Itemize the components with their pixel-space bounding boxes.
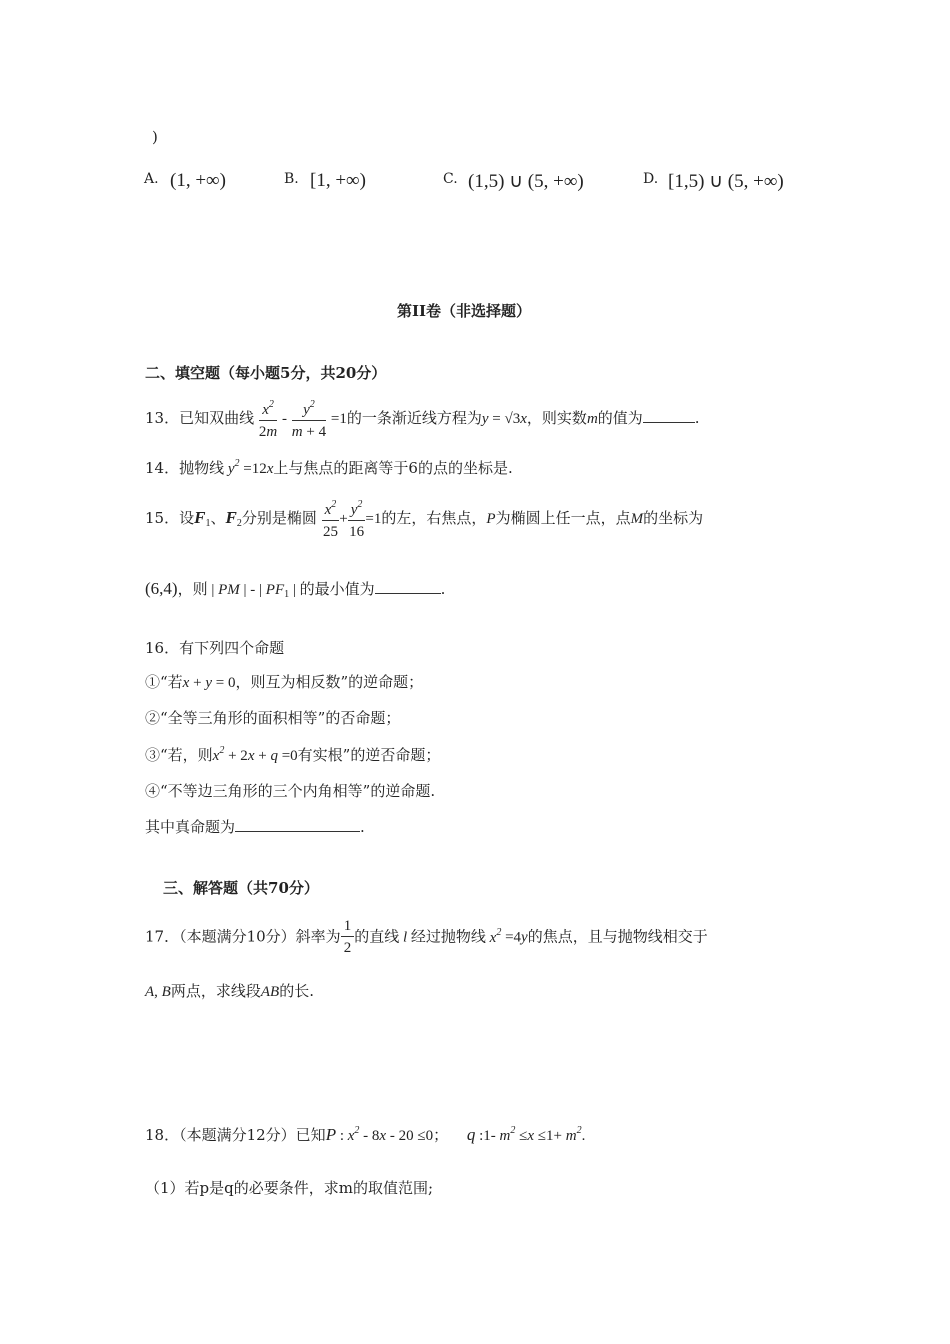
- q16-intro: 有下列四个命题: [179, 639, 285, 657]
- option-b-label: B.: [284, 171, 299, 187]
- q15-text-8: 的最小值为: [299, 580, 375, 598]
- q15-period: .: [440, 580, 446, 598]
- section-2-title: 二、填空题（每小题5分，共20分）: [145, 364, 387, 382]
- q13-text-4: 的值为: [597, 409, 643, 427]
- question-15-line-2: (6,4)，则 | PM | - | $PF_1$ | 的最小值为 .: [145, 579, 446, 600]
- q17-text-1: （本题满分10分）斜率为: [179, 927, 341, 946]
- q13-fraction-2: $\frac{y^2}{m + 4}$: [292, 395, 326, 443]
- question-18-sub-1: （1）若p是q的必要条件，求m的取值范围;: [145, 1179, 434, 1197]
- q13-answer-blank[interactable]: [643, 408, 695, 423]
- q16-item-1-b: ，则互为相反数”的逆命题；: [235, 673, 424, 691]
- q15-text-7: ，则: [177, 580, 208, 598]
- q14-number: 14．: [145, 459, 180, 477]
- q18-number: 18．: [145, 1126, 180, 1144]
- q17-text-6: 的长.: [279, 982, 314, 1000]
- q16-item-1-a: ①“若: [145, 673, 183, 691]
- q16-item-4: [145, 780, 435, 801]
- q15-text-4: 的左，右焦点，: [381, 509, 487, 527]
- q18-text-1: （本题满分12分）已知: [179, 1126, 326, 1144]
- q17-text-3: 经过抛物线: [410, 927, 486, 946]
- q15-fraction-1: $\frac{x^2}{25}$: [322, 495, 340, 543]
- option-c-expr: (1,5) ∪ (5, +∞): [468, 171, 584, 192]
- question-15: 15．设$F_1$、$F_2$分别是椭圆 $\frac{x^2}{25}$ + $\frac{y^2}{16}$ =1的左，右焦点，P为椭圆上任一点，点M的坐标为: [145, 495, 703, 543]
- option-d-label: D.: [643, 171, 659, 187]
- q16-item-1: ①“若x + y = 0，则互为相反数”的逆命题；: [145, 673, 424, 691]
- q16-period: .: [360, 818, 365, 836]
- part-title: 第II卷（非选择题）: [397, 302, 532, 320]
- q16-answer-blank[interactable]: [235, 817, 360, 832]
- q13-period: .: [694, 409, 700, 427]
- q15-text-5: 为椭圆上任一点，点: [495, 509, 631, 527]
- question-18: 18．（本题满分12分）已知P : $x^2 - 8x - 20 \le 0$； q :1- $m^2 \le x \le 1+ m^2$.: [145, 1125, 586, 1144]
- option-b-expr: [1, +∞): [310, 170, 366, 191]
- q15-number: 15．: [145, 509, 180, 527]
- q17-number: 17．: [145, 927, 180, 946]
- question-13: 13．已知双曲线 $\frac{x^2}{2m}$ - $\frac{y^2}{m + 4}$ =1的一条渐近线方程为y = √3x，则实数m的值为 .: [145, 395, 700, 443]
- option-a-label: A.: [144, 171, 159, 187]
- option-d-expr: [1,5) ∪ (5, +∞): [668, 171, 784, 192]
- q16-item-3-b: 有实根”的逆否命题；: [297, 746, 441, 764]
- question-17: 17．（本题满分10分）斜率为 $\frac{1}{2}$ 的直线 l 经过抛物线 $x^2 =4y$的焦点，且与抛物线相交于: [145, 916, 708, 959]
- q13-text-3: ，则实数: [526, 409, 587, 427]
- q16-ending: [145, 816, 365, 837]
- q15-answer-blank[interactable]: [375, 579, 441, 594]
- q14-text-1: 抛物线: [179, 459, 225, 477]
- q17-text-5: 两点，求线段: [170, 982, 261, 1000]
- q13-text-2: 的一条渐近线方程为: [346, 409, 482, 427]
- section-3-title: 三、解答题（共70分）: [163, 879, 319, 897]
- q15-text-6: 的坐标为: [643, 509, 704, 527]
- q17-fraction: $\frac{1}{2}$: [341, 916, 355, 959]
- q14-text-2: 上与焦点的距离等于6的点的坐标是.: [273, 459, 513, 477]
- q16-item-3: ③“若，则$x^2 + 2x + q =0$有实根”的逆否命题；: [145, 745, 441, 764]
- q15-text-1: 设: [179, 509, 195, 527]
- option-c-label: C.: [443, 171, 458, 187]
- q15-text-2: 、: [210, 509, 226, 527]
- question-17-line-2: A, B两点，求线段AB的长.: [145, 982, 314, 1000]
- q15-fraction-2: $\frac{y^2}{16}$: [348, 495, 366, 543]
- q17-text-4: 的焦点，且与抛物线相交于: [527, 927, 708, 946]
- q13-fraction-1: $\frac{x^2}{2m}$: [259, 395, 277, 443]
- q16-item-2: [145, 707, 400, 728]
- leftover-paren: ): [152, 128, 158, 146]
- q13-number: 13．: [145, 409, 180, 427]
- question-14: 14．抛物线 $y^2 =12x$上与焦点的距离等于6的点的坐标是.: [145, 458, 513, 477]
- q16-item-2-a: ②“全等三角形的面积相等”的否命题；: [145, 709, 401, 727]
- q17-text-2: 的直线: [354, 927, 400, 946]
- q16-item-3-a: ③“若，则: [145, 746, 213, 764]
- q16-item-4-a: ④“不等边三角形的三个内角相等”的逆命题.: [145, 782, 436, 800]
- q15-text-3: 分别是椭圆: [241, 509, 317, 527]
- q13-text-1: 已知双曲线: [179, 409, 255, 427]
- q16-ending-text: 其中真命题为: [145, 818, 236, 836]
- option-a-expr: (1, +∞): [170, 170, 226, 191]
- question-16-intro: [145, 637, 284, 658]
- q16-number: 16．: [145, 639, 180, 657]
